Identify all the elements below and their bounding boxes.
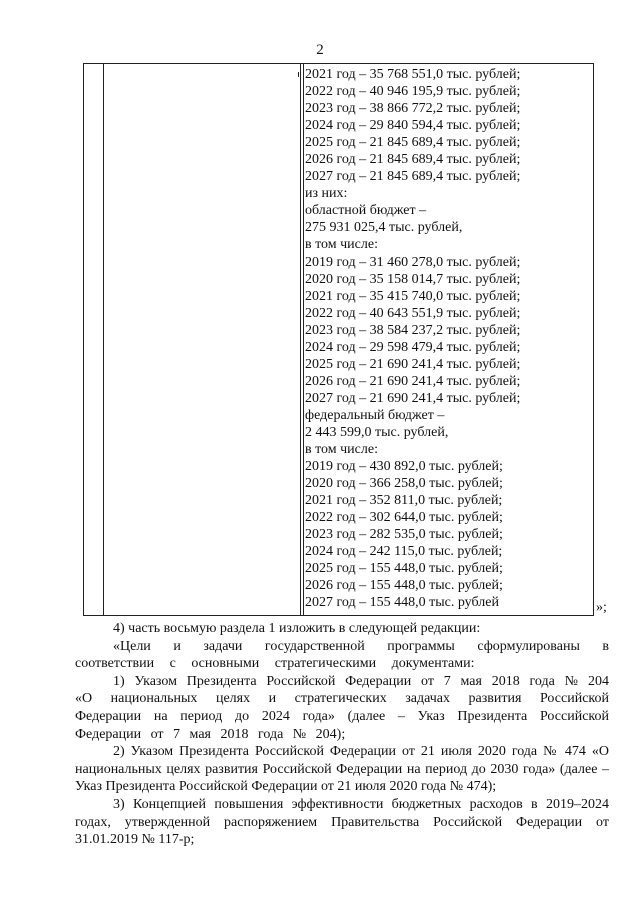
funding-table	[83, 63, 594, 616]
paragraph-decree-204: 1) Указом Президента Российской Федерации от 7 мая 2018 года № 204 «О национальных целях и стратегических задачах развития Российской Федерации на период до 2024 года» (далее – Указ Президента Российской Федерации от 7 мая 2018 года № 204);	[75, 673, 609, 742]
table-column-divider	[303, 64, 304, 615]
closing-quote: »;	[596, 600, 607, 615]
page-number: 2	[316, 42, 324, 58]
funding-line: 2022 год – 302 644,0 тыс. рублей;	[305, 510, 503, 526]
funding-line: 2027 год – 155 448,0 тыс. рублей	[305, 595, 499, 611]
funding-line: 2024 год – 29 840 594,4 тыс. рублей;	[305, 118, 521, 134]
funding-line: 2022 год – 40 643 551,9 тыс. рублей;	[305, 305, 521, 321]
scan-mark	[298, 72, 299, 77]
funding-line: 2026 год – 155 448,0 тыс. рублей;	[305, 578, 503, 594]
funding-line: 2020 год – 366 258,0 тыс. рублей;	[305, 476, 503, 492]
funding-line: областной бюджет –	[305, 203, 427, 219]
funding-line: 2023 год – 282 535,0 тыс. рублей;	[305, 527, 503, 543]
funding-line: 2021 год – 35 415 740,0 тыс. рублей;	[305, 288, 521, 304]
funding-line: 2021 год – 352 811,0 тыс. рублей;	[305, 493, 503, 509]
funding-line: 2023 год – 38 584 237,2 тыс. рублей;	[305, 322, 521, 338]
funding-line: 2027 год – 21 845 689,4 тыс. рублей;	[305, 169, 521, 185]
funding-line: 2 443 599,0 тыс. рублей,	[305, 424, 449, 440]
funding-line: 2027 год – 21 690 241,4 тыс. рублей;	[305, 390, 521, 406]
funding-line: в том числе:	[305, 237, 378, 253]
document-body	[75, 620, 609, 849]
funding-line: 2025 год – 155 448,0 тыс. рублей;	[305, 561, 503, 577]
funding-line: 2026 год – 21 690 241,4 тыс. рублей;	[305, 373, 521, 389]
funding-line: 2025 год – 21 845 689,4 тыс. рублей;	[305, 135, 521, 151]
funding-line: из них:	[305, 186, 348, 202]
paragraph-decree-474: 2) Указом Президента Российской Федерации от 21 июля 2020 года № 474 «О национальных целях развития Российской Федерации на период до 2030 года» (далее – Указ Президента Российской Федерации от 21 июля 2020 года № 474);	[75, 744, 609, 795]
funding-line: 2020 год – 35 158 014,7 тыс. рублей;	[305, 271, 521, 287]
funding-line: 2024 год – 29 598 479,4 тыс. рублей;	[305, 339, 521, 355]
funding-cell	[305, 66, 591, 612]
funding-line: 2022 год – 40 946 195,9 тыс. рублей;	[305, 84, 521, 100]
paragraph-amendment: 4) часть восьмую раздела 1 изложить в следующей редакции:	[113, 621, 481, 636]
funding-line: 2025 год – 21 690 241,4 тыс. рублей;	[305, 356, 521, 372]
funding-line: 2021 год – 35 768 551,0 тыс. рублей;	[305, 67, 521, 82]
funding-line: 2019 год – 31 460 278,0 тыс. рублей;	[305, 254, 521, 270]
funding-line: 2024 год – 242 115,0 тыс. рублей;	[305, 544, 503, 560]
funding-line: 2026 год – 21 845 689,4 тыс. рублей;	[305, 152, 521, 168]
funding-line: 2019 год – 430 892,0 тыс. рублей;	[305, 459, 503, 475]
funding-line: федеральный бюджет –	[305, 407, 445, 423]
table-column-divider	[300, 64, 301, 615]
paragraph-goals: «Цели и задачи государственной программы сформулированы в соответствии с основными стратегическими документами:	[75, 638, 609, 672]
paragraph-concept: 3) Концепцией повышения эффективности бюджетных расходов в 2019–2024 годах, утвержденной распоряжением Правительства Российской Федерации от 31.01.2019 № 117-р;	[75, 796, 609, 848]
funding-line: 2023 год – 38 866 772,2 тыс. рублей;	[305, 101, 521, 117]
table-column-divider	[103, 64, 104, 615]
funding-line: 275 931 025,4 тыс. рублей,	[305, 220, 463, 236]
funding-line: в том числе:	[305, 442, 378, 458]
